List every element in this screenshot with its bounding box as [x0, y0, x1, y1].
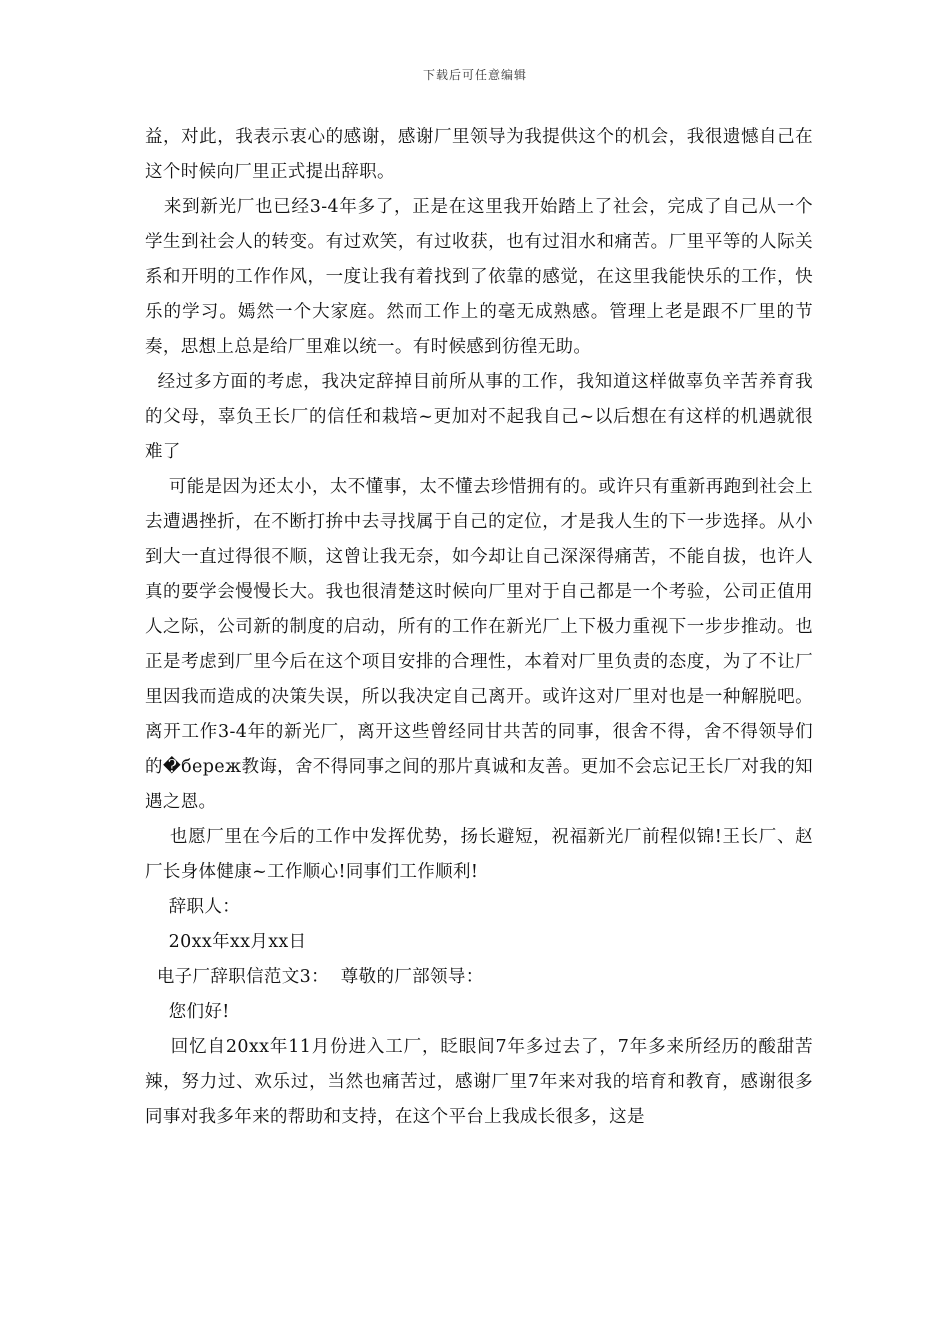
paragraph: 经过多方面的考虑，我决定辞掉目前所从事的工作，我知道这样做辜负辛苦养育我的父母，辜负王长厂的信任和栽培~更加对不起我自己~以后想在有这样的机遇就很难了 [145, 372, 813, 462]
salutation: 您们好! [145, 1002, 230, 1022]
paragraph: 回忆自20xx年11月份进入工厂，眨眼间7年多过去了，7年多来所经历的酸甜苦辣，努力过、欢乐过，当然也痛苦过，感谢厂里7年来对我的培育和教育，感谢很多同事对我多年来的帮助和支持，在这个平台上我成长很多，这是 [145, 1037, 813, 1127]
page-header: 下载后可任意编辑 [422, 68, 527, 82]
signature-label: 辞职人： [145, 897, 241, 917]
document-body [145, 120, 813, 1135]
paragraph: 可能是因为还太小，太不懂事，太不懂去珍惜拥有的。或许只有重新再跑到社会上去遭遇挫折，在不断打拚中去寻找属于自己的定位，才是我人生的下一步选择。从小到大一直过得很不顺，这曾让我无奈，如今却让自己深深得痛苦，不能自拔，也许人真的要学会慢慢长大。我也很清楚这时候向厂里对于自己都是一个考验，公司正值用人之际，公司新的制度的启动，所有的工作在新光厂上下极力重视下一步步推动。也正是考虑到厂里今后在这个项目安排的合理性，本着对厂里负责的态度，为了不让厂里因我而造成的决策失误，所以我决定自己离开。或许这对厂里对也是一种解脱吧。离开工作3-4年的新光厂，离开这些曾经同甘共苦的同事，很舍不得，舍不得领导们的�береж教诲，舍不得同事之间的那片真诚和友善。更加不会忘记王长厂对我的知遇之恩。 [145, 477, 813, 812]
paragraph: 益，对此，我表示衷心的感谢，感谢厂里领导为我提供这个的机会，我很遗憾自己在这个时候向厂里正式提出辞职。 [145, 127, 813, 182]
paragraph: 来到新光厂也已经3-4年多了，正是在这里我开始踏上了社会，完成了自己从一个学生到社会人的转变。有过欢笑，有过收获，也有过泪水和痛苦。厂里平等的人际关系和开明的工作作风，一度让我有着找到了依靠的感觉，在这里我能快乐的工作，快乐的学习。嫣然一个大家庭。然而工作上的毫无成熟感。管理上老是跟不厂里的节奏，思想上总是给厂里难以统一。有时候感到彷徨无助。 [145, 197, 813, 357]
paragraph: 也愿厂里在今后的工作中发挥优势，扬长避短，祝福新光厂前程似锦!王长厂、赵厂长身体健康~工作顺心!同事们工作顺利! [145, 827, 813, 882]
date-line: 20xx年xx月xx日 [145, 932, 307, 952]
section-heading: 电子厂辞职信范文3： 尊敬的厂部领导： [145, 967, 484, 987]
